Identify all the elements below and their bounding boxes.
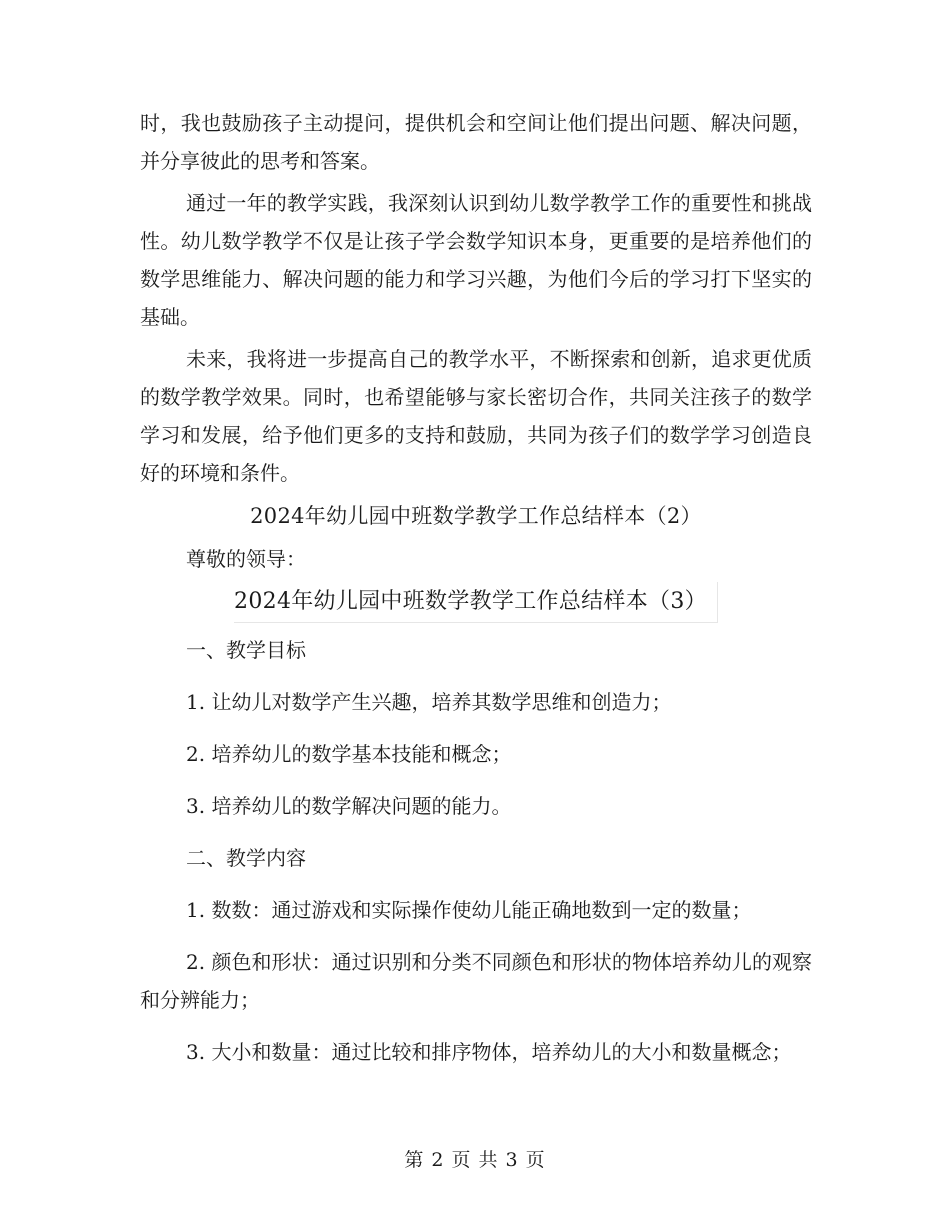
document-body	[140, 104, 812, 1085]
section-title-content: 二、教学内容	[186, 846, 306, 870]
list-item-content-1: 1. 数数：通过游戏和实际操作使幼儿能正确地数到一定的数量；	[186, 898, 752, 922]
section-heading-sample-3: 2024年幼儿园中班数学教学工作总结样本（3）	[234, 582, 718, 623]
salutation: 尊敬的领导：	[186, 547, 306, 571]
list-item-goal-1: 1. 让幼儿对数学产生兴趣，培养其数学思维和创造力；	[186, 690, 672, 714]
section-title-goals: 一、教学目标	[186, 638, 306, 662]
list-item-content-2: 2. 颜色和形状：通过识别和分类不同颜色和形状的物体培养幼儿的观察和分辨能力；	[140, 950, 812, 1012]
section-heading-sample-3-wrapper	[140, 582, 812, 623]
paragraph-reflection: 通过一年的教学实践，我深刻认识到幼儿数学教学工作的重要性和挑战性。幼儿数学教学不仅是让孩子学会数学知识本身，更重要的是培养他们的数学思维能力、解决问题的能力和学习兴趣，为他们今后的学习打下坚实的基础。	[140, 191, 812, 329]
list-item-goal-3: 3. 培养幼儿的数学解决问题的能力。	[186, 794, 512, 818]
list-item-content-3: 3. 大小和数量：通过比较和排序物体，培养幼儿的大小和数量概念；	[186, 1040, 792, 1064]
paragraph-future: 未来，我将进一步提高自己的教学水平，不断探索和创新，追求更优质的数学教学效果。同时，也希望能够与家长密切合作，共同关注孩子的数学学习和发展，给予他们更多的支持和鼓励，共同为孩子们的数学学习创造良好的环境和条件。	[140, 347, 812, 485]
paragraph-continuation: 时，我也鼓励孩子主动提问，提供机会和空间让他们提出问题、解决问题，并分享彼此的思考和答案。	[140, 111, 812, 173]
list-item-goal-2: 2. 培养幼儿的数学基本技能和概念；	[186, 742, 512, 766]
section-heading-sample-2: 2024年幼儿园中班数学教学工作总结样本（2）	[250, 504, 702, 528]
page-number-footer: 第 2 页 共 3 页	[404, 1149, 546, 1171]
